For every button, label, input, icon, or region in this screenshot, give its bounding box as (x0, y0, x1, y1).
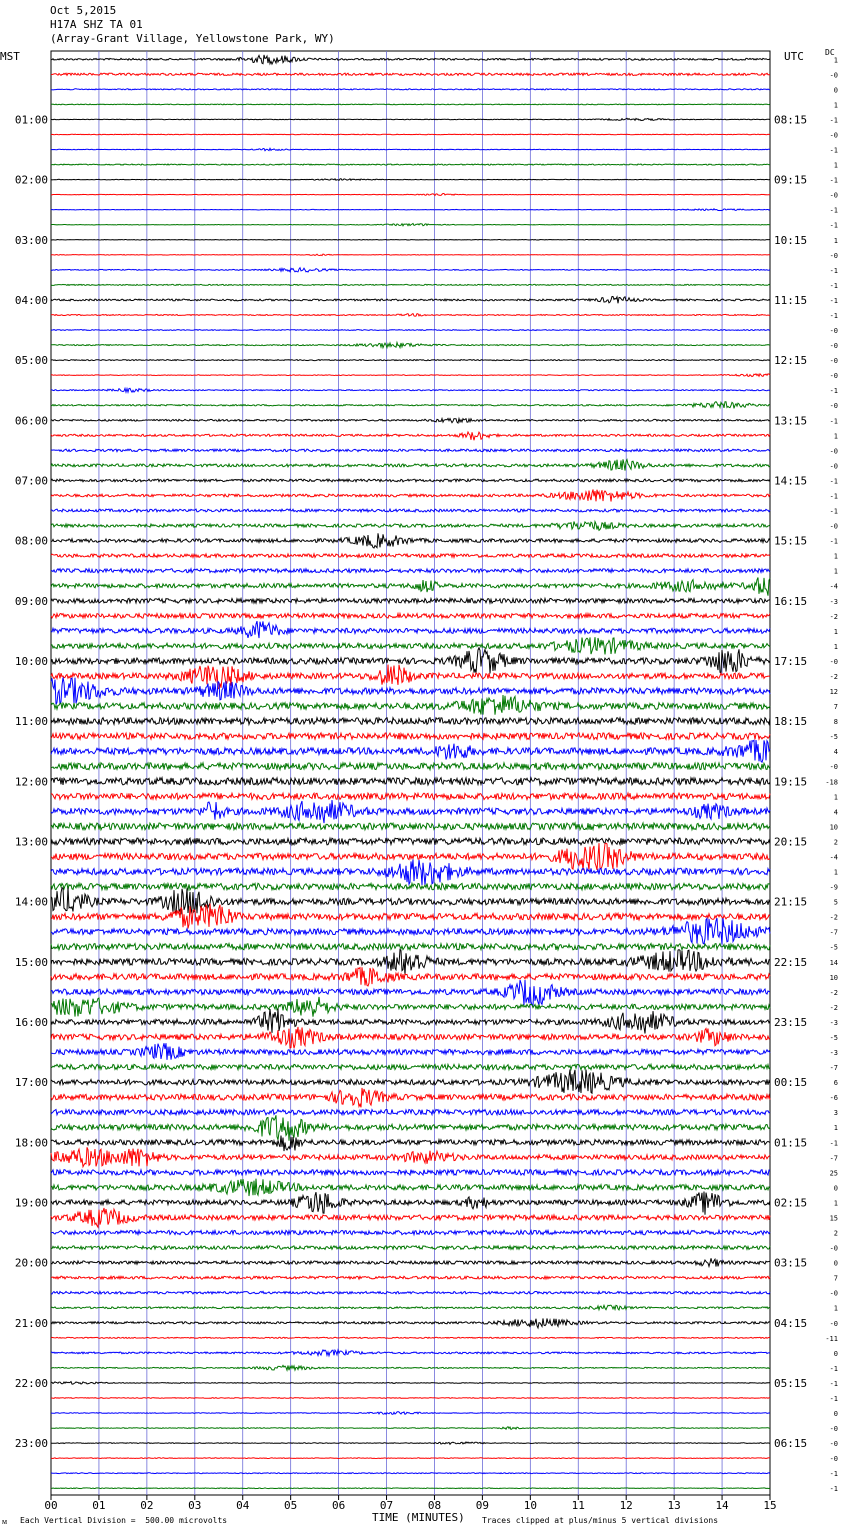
dc-offset-label: 5 (833, 898, 838, 907)
dc-offset-label: 12 (829, 688, 838, 697)
x-tick-label: 12 (619, 1499, 633, 1512)
trace-row-15 (51, 268, 770, 272)
dc-offset-label: -7 (829, 1064, 838, 1073)
dc-offset-label: -1 (829, 537, 838, 546)
dc-offset-label: -5 (829, 733, 838, 742)
dc-offset-label: 4 (833, 808, 838, 817)
trace-row-81 (51, 1258, 770, 1266)
right-hour-label: 15:15 (774, 534, 808, 548)
trace-row-59 (51, 918, 770, 944)
left-hour-label: 04:00 (14, 293, 48, 307)
dc-offset-label: -1 (829, 116, 838, 125)
dc-offset-label: -7 (829, 1154, 838, 1163)
trace-row-86 (51, 1337, 770, 1338)
dc-offset-label: 1 (833, 642, 838, 651)
left-hour-label: 09:00 (14, 594, 48, 608)
trace-row-70 (51, 1088, 770, 1107)
trace-row-40 (51, 637, 770, 654)
right-hour-label: 21:15 (774, 895, 808, 909)
trace-row-46 (51, 733, 770, 740)
right-hour-label: 03:15 (774, 1256, 808, 1270)
right-hour-label: 02:15 (774, 1196, 808, 1210)
trace-row-16 (51, 284, 770, 285)
right-hour-label: 09:15 (774, 173, 808, 187)
left-hour-label: 15:00 (14, 955, 48, 969)
left-hour-label: 11:00 (14, 715, 48, 729)
trace-row-64 (51, 997, 770, 1017)
right-hour-label: 10:15 (774, 233, 808, 247)
dc-offset-label: -2 (829, 612, 838, 621)
trace-row-20 (51, 343, 770, 348)
trace-row-28 (51, 459, 770, 470)
dc-offset-label: -1 (829, 1379, 838, 1388)
trace-row-61 (51, 950, 770, 976)
dc-offset-label: -1 (829, 206, 838, 215)
dc-offset-label: -9 (829, 883, 838, 892)
dc-offset-label: 1 (833, 1304, 838, 1313)
right-hour-label: 14:15 (774, 474, 808, 488)
left-hour-label: 02:00 (14, 173, 48, 187)
trace-row-76 (51, 1179, 770, 1196)
trace-row-37 (51, 598, 770, 603)
right-hour-label: 23:15 (774, 1015, 808, 1029)
dc-offset-label: 1 (833, 161, 838, 170)
trace-row-91 (51, 1412, 770, 1415)
dc-offset-label: -0 (829, 1440, 838, 1449)
scale-note: Each Vertical Division = 500.00 microvolts (20, 1516, 228, 1525)
trace-row-96 (51, 1488, 770, 1489)
trace-row-80 (51, 1246, 770, 1250)
trace-row-49 (51, 778, 770, 785)
trace-row-51 (51, 800, 770, 823)
dc-offset-label: -2 (829, 672, 838, 681)
trace-row-13 (51, 240, 770, 241)
x-tick-label: 00 (44, 1499, 58, 1512)
right-hour-label: 06:15 (774, 1437, 808, 1451)
trace-row-14 (51, 254, 770, 256)
trace-row-84 (51, 1305, 770, 1310)
trace-row-32 (51, 522, 770, 531)
right-hour-label: 05:15 (774, 1376, 808, 1390)
trace-row-60 (51, 944, 770, 951)
left-hour-label: 01:00 (14, 113, 48, 127)
trace-row-57 (51, 888, 770, 915)
dc-offset-label: -1 (829, 1470, 838, 1479)
x-tick-label: 14 (715, 1499, 729, 1512)
dc-offset-label: -1 (829, 1139, 838, 1148)
dc-offset-label: 8 (833, 718, 838, 727)
trace-row-94 (51, 1458, 770, 1459)
dc-offset-label: -1 (829, 281, 838, 290)
right-hour-label: 13:15 (774, 414, 808, 428)
dc-offset-label: -3 (829, 597, 838, 606)
trace-row-73 (51, 1136, 770, 1152)
trace-row-77 (51, 1192, 770, 1215)
trace-row-7 (51, 148, 770, 150)
trace-row-8 (51, 164, 770, 165)
dc-label: DC (825, 48, 835, 57)
trace-row-83 (51, 1291, 770, 1294)
dc-offset-label: -0 (829, 71, 838, 80)
left-hour-label: 16:00 (14, 1015, 48, 1029)
dc-offset-label: -1 (829, 146, 838, 155)
trace-row-74 (51, 1147, 770, 1166)
clip-note: Traces clipped at plus/minus 5 vertical divisions (482, 1516, 719, 1525)
right-hour-label: 22:15 (774, 955, 808, 969)
dc-offset-label: 4 (833, 748, 838, 757)
trace-row-36 (51, 578, 770, 596)
trace-row-3 (51, 89, 770, 90)
trace-row-18 (51, 314, 770, 317)
dc-offset-label: -0 (829, 1319, 838, 1328)
dc-offset-label: 0 (833, 1410, 838, 1419)
x-tick-label: 01 (92, 1499, 106, 1512)
dc-offset-label: -1 (829, 1364, 838, 1373)
trace-row-87 (51, 1350, 770, 1356)
trace-row-52 (51, 823, 770, 830)
dc-offset-label: 1 (833, 793, 838, 802)
dc-offset-label: -3 (829, 1049, 838, 1058)
x-tick-label: 07 (379, 1499, 394, 1512)
trace-row-63 (51, 980, 770, 1006)
x-tick-label: 02 (140, 1499, 154, 1512)
dc-offset-label: -0 (829, 357, 838, 366)
left-hour-label: 21:00 (14, 1316, 48, 1330)
x-axis-title: TIME (MINUTES) (372, 1511, 465, 1524)
dc-offset-label: -0 (829, 372, 838, 381)
trace-row-82 (51, 1276, 770, 1279)
trace-row-95 (51, 1473, 770, 1474)
dc-offset-label: -0 (829, 1455, 838, 1464)
dc-offset-label: 10 (829, 973, 838, 982)
trace-row-69 (51, 1069, 770, 1093)
logo-mark: ᴍ (2, 1517, 8, 1526)
trace-row-39 (51, 621, 770, 638)
dc-offset-label: -0 (829, 191, 838, 200)
dc-offset-label: 7 (833, 1274, 838, 1283)
trace-row-89 (51, 1382, 770, 1385)
dc-offset-label: -1 (829, 266, 838, 275)
dc-offset-label: -1 (829, 492, 838, 501)
trace-row-17 (51, 297, 770, 304)
mst-label: MST (0, 50, 20, 63)
dc-offset-label: 1 (833, 1199, 838, 1208)
trace-row-38 (51, 614, 770, 619)
trace-row-48 (51, 763, 770, 770)
dc-offset-label: -1 (829, 387, 838, 396)
dc-offset-label: -0 (829, 447, 838, 456)
trace-row-27 (51, 449, 770, 452)
right-hour-label: 11:15 (774, 293, 808, 307)
dc-offset-label: -0 (829, 657, 838, 666)
dc-offset-label: -2 (829, 1003, 838, 1012)
dc-offset-label: -0 (829, 131, 838, 140)
x-tick-label: 13 (667, 1499, 681, 1512)
dc-offset-label: -11 (825, 1334, 838, 1343)
dc-offset-label: -1 (829, 477, 838, 486)
dc-offset-label: -2 (829, 988, 838, 997)
dc-offset-label: -0 (829, 1244, 838, 1253)
trace-row-12 (51, 224, 770, 226)
trace-row-68 (51, 1064, 770, 1069)
trace-row-5 (51, 118, 770, 120)
trace-row-85 (51, 1318, 770, 1328)
dc-offset-label: 1 (833, 101, 838, 110)
trace-row-11 (51, 209, 770, 211)
dc-offset-label: -1 (829, 311, 838, 320)
dc-offset-label: 1 (833, 868, 838, 877)
dc-offset-label: -0 (829, 327, 838, 336)
trace-row-22 (51, 374, 770, 377)
dc-offset-label: -5 (829, 943, 838, 952)
trace-row-42 (51, 665, 770, 689)
left-hour-label: 06:00 (14, 414, 48, 428)
right-hour-label: 04:15 (774, 1316, 808, 1330)
trace-row-23 (51, 388, 770, 392)
dc-offset-label: -0 (829, 342, 838, 351)
trace-row-25 (51, 418, 770, 423)
left-hour-label: 03:00 (14, 233, 48, 247)
dc-offset-label: -1 (829, 417, 838, 426)
trace-row-35 (51, 569, 770, 573)
dc-offset-label: 0 (833, 1184, 838, 1193)
trace-row-21 (51, 360, 770, 361)
trace-row-29 (51, 479, 770, 482)
dc-offset-label: 1 (833, 627, 838, 636)
left-hour-label: 12:00 (14, 775, 48, 789)
trace-row-30 (51, 490, 770, 502)
x-tick-label: 09 (475, 1499, 490, 1512)
trace-row-2 (51, 73, 770, 75)
dc-offset-label: 1 (833, 567, 838, 576)
left-hour-label: 13:00 (14, 835, 48, 849)
x-tick-label: 11 (571, 1499, 585, 1512)
dc-offset-label: -1 (829, 1394, 838, 1403)
trace-row-93 (51, 1442, 770, 1444)
station-code: H17A SHZ TA 01 (50, 18, 143, 31)
dc-offset-label: 1 (833, 432, 838, 441)
trace-row-55 (51, 859, 770, 885)
dc-offset-label: -2 (829, 913, 838, 922)
dc-offset-label: 6 (833, 1079, 838, 1088)
dc-offset-label: -0 (829, 402, 838, 411)
x-tick-label: 05 (284, 1499, 298, 1512)
right-hour-label: 01:15 (774, 1136, 808, 1150)
x-tick-label: 06 (331, 1499, 346, 1512)
trace-row-92 (51, 1427, 770, 1430)
trace-row-26 (51, 432, 770, 440)
x-tick-label: 10 (523, 1499, 537, 1512)
dc-offset-label: 2 (833, 838, 838, 847)
trace-row-6 (51, 134, 770, 135)
station-location: (Array-Grant Village, Yellowstone Park, WY) (50, 32, 335, 45)
left-hour-label: 07:00 (14, 474, 48, 488)
left-hour-label: 14:00 (14, 895, 48, 909)
dc-offset-label: 7 (833, 703, 838, 712)
dc-offset-label: -1 (829, 176, 838, 185)
utc-label: UTC (784, 50, 804, 63)
left-hour-label: 10:00 (14, 654, 48, 668)
plot-date: Oct 5,2015 (50, 4, 117, 17)
dc-offset-label: 15 (829, 1214, 838, 1223)
dc-offset-label: -4 (829, 582, 838, 591)
dc-offset-label: -0 (829, 251, 838, 260)
trace-row-90 (51, 1398, 770, 1399)
trace-row-72 (51, 1115, 770, 1140)
left-hour-label: 08:00 (14, 534, 48, 548)
dc-offset-label: 0 (833, 86, 838, 95)
dc-offset-label: -3 (829, 1018, 838, 1027)
left-hour-label: 18:00 (14, 1136, 48, 1150)
x-tick-label: 08 (427, 1499, 442, 1512)
trace-row-88 (51, 1365, 770, 1370)
trace-row-58 (51, 903, 770, 928)
trace-row-24 (51, 402, 770, 409)
trace-row-41 (51, 648, 770, 674)
right-hour-label: 18:15 (774, 715, 808, 729)
right-hour-label: 08:15 (774, 113, 808, 127)
dc-offset-label: -18 (825, 778, 838, 787)
left-hour-label: 17:00 (14, 1076, 48, 1090)
trace-row-45 (51, 718, 770, 725)
left-hour-label: 23:00 (14, 1437, 48, 1451)
dc-offset-label: 0 (833, 1259, 838, 1268)
dc-offset-label: -0 (829, 763, 838, 772)
x-tick-label: 04 (236, 1499, 250, 1512)
dc-offset-label: 2 (833, 1229, 838, 1238)
left-hour-label: 05:00 (14, 354, 48, 368)
trace-row-56 (51, 883, 770, 890)
dc-offset-label: 1 (833, 1124, 838, 1133)
left-hour-label: 19:00 (14, 1196, 48, 1210)
dc-offset-label: -1 (829, 221, 838, 230)
dc-offset-label: 3 (833, 1109, 838, 1118)
trace-row-67 (51, 1043, 770, 1060)
dc-offset-label: -6 (829, 1094, 838, 1103)
dc-offset-label: -5 (829, 1033, 838, 1042)
trace-row-34 (51, 554, 770, 558)
right-hour-label: 16:15 (774, 594, 808, 608)
trace-row-33 (51, 533, 770, 548)
dc-offset-label: 0 (833, 1349, 838, 1358)
dc-offset-label: -0 (829, 1425, 838, 1434)
dc-offset-label: 1 (833, 56, 838, 65)
trace-row-1 (51, 55, 770, 64)
left-hour-label: 20:00 (14, 1256, 48, 1270)
trace-row-53 (51, 838, 770, 845)
trace-row-47 (51, 740, 770, 762)
right-hour-label: 12:15 (774, 354, 808, 368)
trace-row-9 (51, 179, 770, 181)
trace-row-43 (51, 677, 770, 704)
dc-offset-label: -0 (829, 462, 838, 471)
dc-offset-label: -0 (829, 1289, 838, 1298)
trace-row-44 (51, 695, 770, 715)
dc-offset-label: -1 (829, 507, 838, 516)
right-hour-label: 17:15 (774, 654, 808, 668)
trace-row-10 (51, 194, 770, 196)
dc-offset-label: 10 (829, 823, 838, 832)
dc-offset-label: 14 (829, 958, 838, 967)
dc-offset-label: -0 (829, 522, 838, 531)
trace-row-65 (51, 1009, 770, 1034)
dc-offset-label: 1 (833, 552, 838, 561)
trace-row-78 (51, 1208, 770, 1227)
dc-offset-label: -1 (829, 1485, 838, 1494)
dc-offset-label: -7 (829, 928, 838, 937)
left-hour-label: 22:00 (14, 1376, 48, 1390)
trace-row-31 (51, 509, 770, 512)
right-hour-label: 00:15 (774, 1076, 808, 1090)
dc-offset-label: -4 (829, 853, 838, 862)
x-tick-label: 15 (763, 1499, 777, 1512)
trace-row-4 (51, 104, 770, 105)
x-tick-label: 03 (188, 1499, 202, 1512)
right-hour-label: 20:15 (774, 835, 808, 849)
trace-row-75 (51, 1170, 770, 1175)
trace-row-19 (51, 330, 770, 331)
dc-offset-label: 1 (833, 236, 838, 245)
trace-row-71 (51, 1110, 770, 1115)
trace-row-50 (51, 793, 770, 800)
right-hour-label: 19:15 (774, 775, 808, 789)
dc-offset-label: -1 (829, 296, 838, 305)
trace-row-79 (51, 1230, 770, 1234)
dc-offset-label: 25 (829, 1169, 838, 1178)
